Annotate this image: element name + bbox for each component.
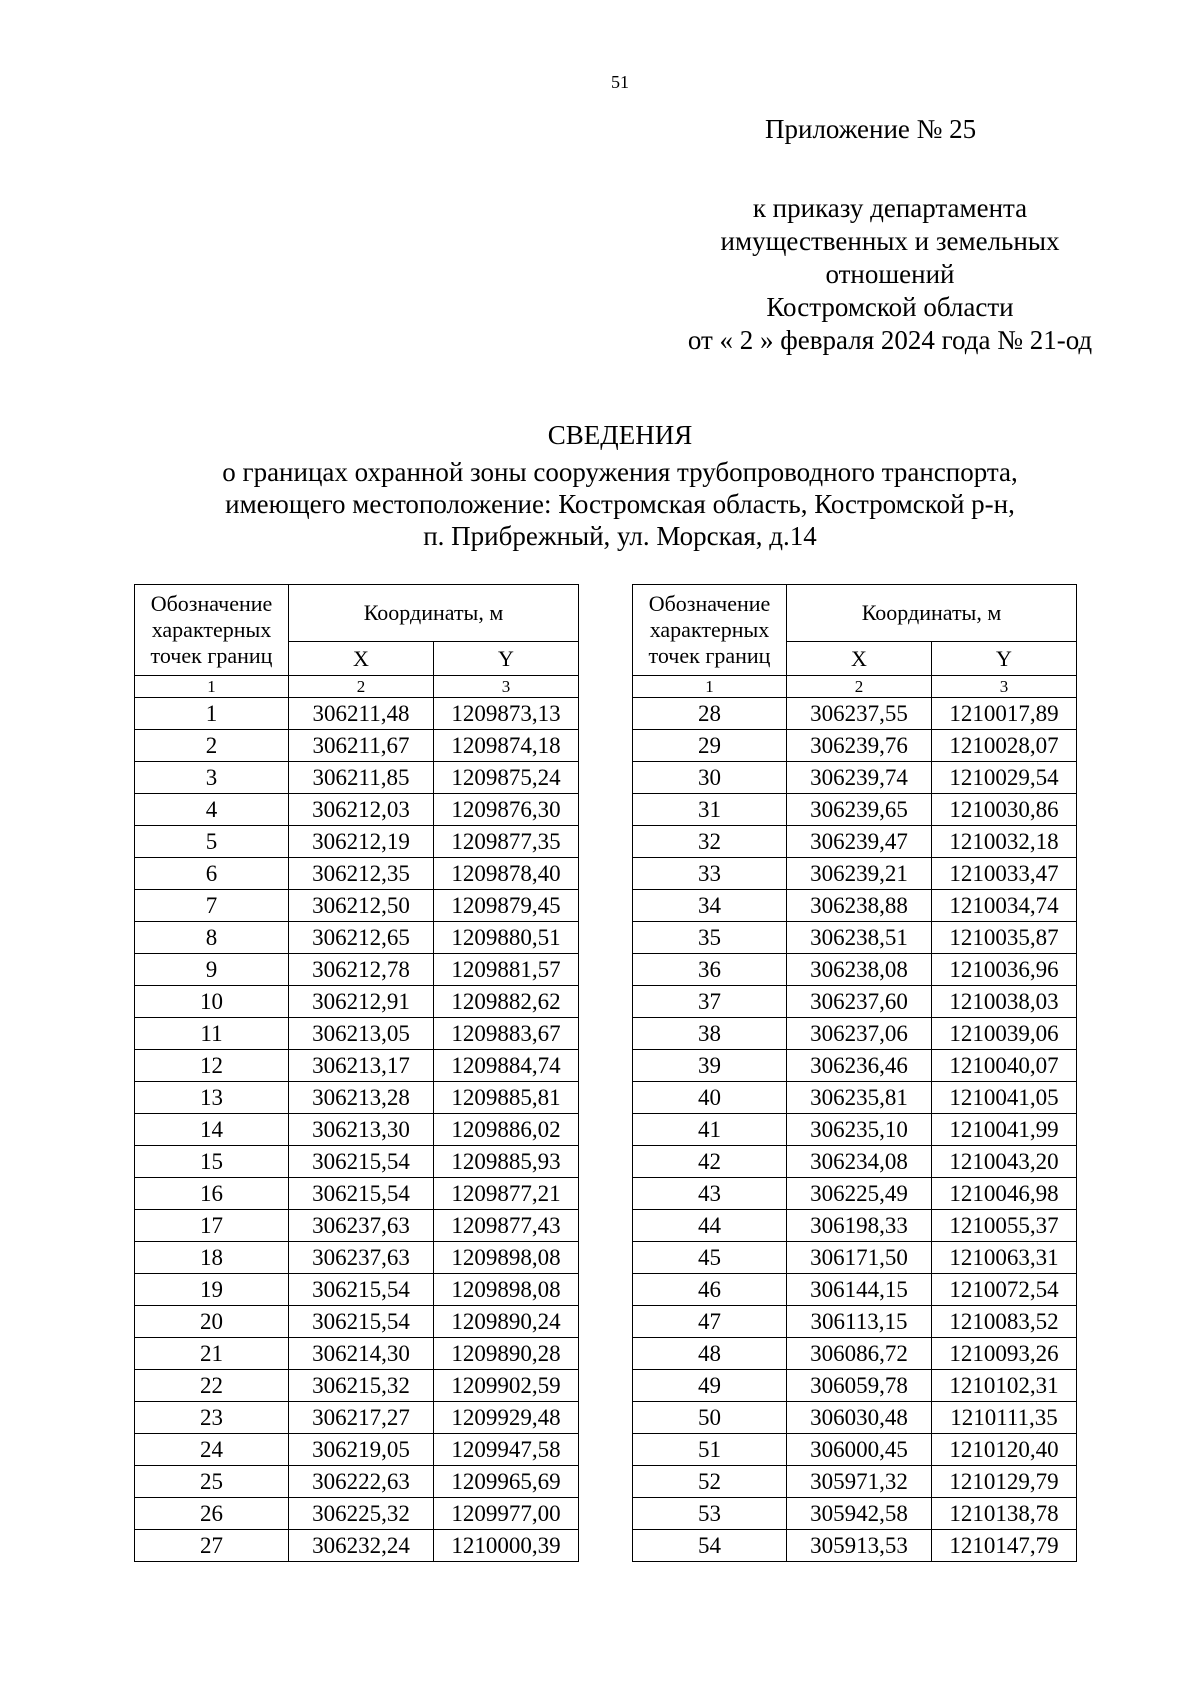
table-row — [633, 1050, 1077, 1082]
table-body-left — [135, 698, 579, 1562]
y-coordinate-cell: 1209885,81 — [434, 1082, 579, 1114]
x-coordinate-cell: 306239,74 — [787, 762, 932, 794]
y-coordinate-cell: 1209929,48 — [434, 1402, 579, 1434]
x-coordinate-cell: 306235,81 — [787, 1082, 932, 1114]
point-number-cell: 13 — [135, 1082, 289, 1114]
y-coordinate-cell: 1210063,31 — [932, 1242, 1077, 1274]
table-row — [135, 826, 579, 858]
point-number-cell: 2 — [135, 730, 289, 762]
y-coordinate-cell: 1210029,54 — [932, 762, 1077, 794]
order-line: к приказу департамента — [752, 193, 1028, 223]
x-coordinate-cell: 306215,54 — [289, 1146, 434, 1178]
table-row — [135, 1402, 579, 1434]
table-row — [633, 986, 1077, 1018]
header-x: X — [289, 641, 434, 675]
point-number-cell: 26 — [135, 1498, 289, 1530]
order-line: от « 2 » февраля 2024 года № 21-од — [687, 325, 1093, 355]
x-coordinate-cell: 306212,91 — [289, 986, 434, 1018]
y-coordinate-cell: 1210046,98 — [932, 1178, 1077, 1210]
table-row — [633, 890, 1077, 922]
order-line: имущественных и земельных — [720, 226, 1060, 256]
table-row — [633, 1338, 1077, 1370]
table-row — [633, 1306, 1077, 1338]
table-row — [135, 890, 579, 922]
y-coordinate-cell: 1210072,54 — [932, 1274, 1077, 1306]
y-coordinate-cell: 1209883,67 — [434, 1018, 579, 1050]
y-coordinate-cell: 1209890,24 — [434, 1306, 579, 1338]
y-coordinate-cell: 1210032,18 — [932, 826, 1077, 858]
table-row — [135, 1114, 579, 1146]
x-coordinate-cell: 306237,63 — [289, 1242, 434, 1274]
point-number-cell: 1 — [135, 698, 289, 730]
y-coordinate-cell: 1210138,78 — [932, 1498, 1077, 1530]
x-coordinate-cell: 306237,06 — [787, 1018, 932, 1050]
point-number-cell: 47 — [633, 1306, 787, 1338]
table-row — [135, 1498, 579, 1530]
point-number-cell: 43 — [633, 1178, 787, 1210]
point-number-cell: 23 — [135, 1402, 289, 1434]
table-row — [633, 1146, 1077, 1178]
table-body-right — [633, 698, 1077, 1562]
table-row — [135, 1178, 579, 1210]
point-number-cell: 48 — [633, 1338, 787, 1370]
point-number-cell: 5 — [135, 826, 289, 858]
x-coordinate-cell: 306212,65 — [289, 922, 434, 954]
table-row — [135, 1530, 579, 1562]
x-coordinate-cell: 306113,15 — [787, 1306, 932, 1338]
table-row — [633, 954, 1077, 986]
x-coordinate-cell: 306236,46 — [787, 1050, 932, 1082]
table-row — [135, 1050, 579, 1082]
point-number-cell: 24 — [135, 1434, 289, 1466]
y-coordinate-cell: 1209874,18 — [434, 730, 579, 762]
y-coordinate-cell: 1210083,52 — [932, 1306, 1077, 1338]
x-coordinate-cell: 306212,50 — [289, 890, 434, 922]
y-coordinate-cell: 1209879,45 — [434, 890, 579, 922]
y-coordinate-cell: 1210055,37 — [932, 1210, 1077, 1242]
point-number-cell: 32 — [633, 826, 787, 858]
table-row — [633, 762, 1077, 794]
y-coordinate-cell: 1209898,08 — [434, 1242, 579, 1274]
y-coordinate-cell: 1209886,02 — [434, 1114, 579, 1146]
point-number-cell: 38 — [633, 1018, 787, 1050]
x-coordinate-cell: 306171,50 — [787, 1242, 932, 1274]
y-coordinate-cell: 1209884,74 — [434, 1050, 579, 1082]
table-row — [135, 1370, 579, 1402]
x-coordinate-cell: 306225,32 — [289, 1498, 434, 1530]
document-subtitle — [0, 456, 1200, 552]
point-number-cell: 28 — [633, 698, 787, 730]
point-number-cell: 36 — [633, 954, 787, 986]
point-number-cell: 40 — [633, 1082, 787, 1114]
table-row — [633, 1018, 1077, 1050]
point-number-cell: 44 — [633, 1210, 787, 1242]
y-coordinate-cell: 1209947,58 — [434, 1434, 579, 1466]
y-coordinate-cell: 1210033,47 — [932, 858, 1077, 890]
point-number-cell: 52 — [633, 1466, 787, 1498]
x-coordinate-cell: 306212,03 — [289, 794, 434, 826]
point-number-cell: 37 — [633, 986, 787, 1018]
table-row — [633, 922, 1077, 954]
x-coordinate-cell: 306239,47 — [787, 826, 932, 858]
x-coordinate-cell: 306211,85 — [289, 762, 434, 794]
y-coordinate-cell: 1209878,40 — [434, 858, 579, 890]
y-coordinate-cell: 1209885,93 — [434, 1146, 579, 1178]
table-row — [633, 730, 1077, 762]
point-number-cell: 30 — [633, 762, 787, 794]
point-number-cell: 21 — [135, 1338, 289, 1370]
y-coordinate-cell: 1210041,05 — [932, 1082, 1077, 1114]
point-number-cell: 29 — [633, 730, 787, 762]
y-coordinate-cell: 1210129,79 — [932, 1466, 1077, 1498]
table-row — [135, 1018, 579, 1050]
point-number-cell: 20 — [135, 1306, 289, 1338]
y-coordinate-cell: 1209902,59 — [434, 1370, 579, 1402]
point-number-cell: 31 — [633, 794, 787, 826]
order-line: отношений — [825, 259, 955, 289]
table-row — [135, 1082, 579, 1114]
table-row — [135, 954, 579, 986]
table-row — [633, 1498, 1077, 1530]
x-coordinate-cell: 306239,65 — [787, 794, 932, 826]
point-number-cell: 53 — [633, 1498, 787, 1530]
header-col-num: 2 — [289, 676, 434, 698]
table-row — [633, 698, 1077, 730]
subtitle-line: п. Прибрежный, ул. Морская, д.14 — [423, 521, 817, 551]
table-row — [633, 1466, 1077, 1498]
point-number-cell: 35 — [633, 922, 787, 954]
x-coordinate-cell: 306215,54 — [289, 1274, 434, 1306]
header-coordinates: Координаты, м — [787, 585, 1077, 642]
table-row — [135, 1210, 579, 1242]
x-coordinate-cell: 306225,49 — [787, 1178, 932, 1210]
point-number-cell: 34 — [633, 890, 787, 922]
table-row — [135, 858, 579, 890]
document-title: СВЕДЕНИЯ — [547, 420, 693, 450]
table-row — [135, 1466, 579, 1498]
page-number: 51 — [611, 72, 629, 92]
point-number-cell: 54 — [633, 1530, 787, 1562]
x-coordinate-cell: 306237,60 — [787, 986, 932, 1018]
y-coordinate-cell: 1210035,87 — [932, 922, 1077, 954]
x-coordinate-cell: 306213,28 — [289, 1082, 434, 1114]
header-x: X — [787, 641, 932, 675]
y-coordinate-cell: 1210000,39 — [434, 1530, 579, 1562]
header-col-num: 3 — [434, 676, 579, 698]
point-number-cell: 49 — [633, 1370, 787, 1402]
point-number-cell: 16 — [135, 1178, 289, 1210]
y-coordinate-cell: 1209965,69 — [434, 1466, 579, 1498]
point-number-cell: 45 — [633, 1242, 787, 1274]
table-row — [633, 1178, 1077, 1210]
x-coordinate-cell: 306198,33 — [787, 1210, 932, 1242]
point-number-cell: 27 — [135, 1530, 289, 1562]
x-coordinate-cell: 306030,48 — [787, 1402, 932, 1434]
point-number-cell: 17 — [135, 1210, 289, 1242]
table-row — [633, 826, 1077, 858]
point-number-cell: 41 — [633, 1114, 787, 1146]
table-row — [135, 762, 579, 794]
point-number-cell: 42 — [633, 1146, 787, 1178]
point-number-cell: 14 — [135, 1114, 289, 1146]
y-coordinate-cell: 1210147,79 — [932, 1530, 1077, 1562]
x-coordinate-cell: 306237,63 — [289, 1210, 434, 1242]
subtitle-line: о границах охранной зоны сооружения трубопроводного транспорта, — [222, 457, 1018, 487]
y-coordinate-cell: 1210030,86 — [932, 794, 1077, 826]
header-y: Y — [932, 641, 1077, 675]
point-number-cell: 51 — [633, 1434, 787, 1466]
coordinates-table-left — [134, 584, 579, 1562]
y-coordinate-cell: 1210036,96 — [932, 954, 1077, 986]
x-coordinate-cell: 306239,21 — [787, 858, 932, 890]
y-coordinate-cell: 1209898,08 — [434, 1274, 579, 1306]
y-coordinate-cell: 1210039,06 — [932, 1018, 1077, 1050]
x-coordinate-cell: 306212,19 — [289, 826, 434, 858]
y-coordinate-cell: 1209877,43 — [434, 1210, 579, 1242]
header-col-num: 1 — [633, 676, 787, 698]
point-number-cell: 15 — [135, 1146, 289, 1178]
y-coordinate-cell: 1210038,03 — [932, 986, 1077, 1018]
y-coordinate-cell: 1210111,35 — [932, 1402, 1077, 1434]
point-number-cell: 25 — [135, 1466, 289, 1498]
table-row — [633, 1434, 1077, 1466]
table-row — [633, 1274, 1077, 1306]
header-coordinates: Координаты, м — [289, 585, 579, 642]
header-point-label: Обозначение характерных точек границ — [633, 585, 787, 676]
point-number-cell: 50 — [633, 1402, 787, 1434]
x-coordinate-cell: 306211,48 — [289, 698, 434, 730]
x-coordinate-cell: 306144,15 — [787, 1274, 932, 1306]
table-row — [135, 1146, 579, 1178]
point-number-cell: 33 — [633, 858, 787, 890]
table-row — [135, 922, 579, 954]
x-coordinate-cell: 306232,24 — [289, 1530, 434, 1562]
point-number-cell: 10 — [135, 986, 289, 1018]
y-coordinate-cell: 1209877,35 — [434, 826, 579, 858]
x-coordinate-cell: 306239,76 — [787, 730, 932, 762]
point-number-cell: 7 — [135, 890, 289, 922]
y-coordinate-cell: 1209875,24 — [434, 762, 579, 794]
x-coordinate-cell: 306215,54 — [289, 1306, 434, 1338]
point-number-cell: 46 — [633, 1274, 787, 1306]
x-coordinate-cell: 306214,30 — [289, 1338, 434, 1370]
x-coordinate-cell: 306238,51 — [787, 922, 932, 954]
point-number-cell: 3 — [135, 762, 289, 794]
coordinates-table-right — [632, 584, 1077, 1562]
order-reference — [620, 192, 1160, 357]
table-row — [135, 698, 579, 730]
point-number-cell: 18 — [135, 1242, 289, 1274]
x-coordinate-cell: 306213,05 — [289, 1018, 434, 1050]
x-coordinate-cell: 306211,67 — [289, 730, 434, 762]
y-coordinate-cell: 1209876,30 — [434, 794, 579, 826]
point-number-cell: 22 — [135, 1370, 289, 1402]
y-coordinate-cell: 1210120,40 — [932, 1434, 1077, 1466]
point-number-cell: 12 — [135, 1050, 289, 1082]
header-col-num: 2 — [787, 676, 932, 698]
point-number-cell: 9 — [135, 954, 289, 986]
x-coordinate-cell: 306000,45 — [787, 1434, 932, 1466]
point-number-cell: 11 — [135, 1018, 289, 1050]
y-coordinate-cell: 1210028,07 — [932, 730, 1077, 762]
x-coordinate-cell: 306217,27 — [289, 1402, 434, 1434]
x-coordinate-cell: 306215,32 — [289, 1370, 434, 1402]
y-coordinate-cell: 1210040,07 — [932, 1050, 1077, 1082]
y-coordinate-cell: 1210093,26 — [932, 1338, 1077, 1370]
subtitle-line: имеющего местоположение: Костромская область, Костромской р-н, — [225, 489, 1015, 519]
x-coordinate-cell: 306238,08 — [787, 954, 932, 986]
table-row — [633, 1402, 1077, 1434]
table-row — [633, 1114, 1077, 1146]
y-coordinate-cell: 1209880,51 — [434, 922, 579, 954]
table-row — [633, 794, 1077, 826]
table-row — [135, 986, 579, 1018]
x-coordinate-cell: 305971,32 — [787, 1466, 932, 1498]
x-coordinate-cell: 306215,54 — [289, 1178, 434, 1210]
table-row — [135, 794, 579, 826]
y-coordinate-cell: 1210041,99 — [932, 1114, 1077, 1146]
y-coordinate-cell: 1209881,57 — [434, 954, 579, 986]
table-row — [633, 1530, 1077, 1562]
header-col-num: 3 — [932, 676, 1077, 698]
table-row — [135, 1338, 579, 1370]
y-coordinate-cell: 1210102,31 — [932, 1370, 1077, 1402]
y-coordinate-cell: 1210043,20 — [932, 1146, 1077, 1178]
x-coordinate-cell: 305913,53 — [787, 1530, 932, 1562]
y-coordinate-cell: 1209873,13 — [434, 698, 579, 730]
x-coordinate-cell: 306212,78 — [289, 954, 434, 986]
point-number-cell: 4 — [135, 794, 289, 826]
x-coordinate-cell: 306237,55 — [787, 698, 932, 730]
table-row — [633, 1082, 1077, 1114]
table-row — [633, 1370, 1077, 1402]
table-row — [135, 1434, 579, 1466]
point-number-cell: 8 — [135, 922, 289, 954]
appendix-title: Приложение № 25 — [765, 114, 977, 144]
x-coordinate-cell: 306238,88 — [787, 890, 932, 922]
x-coordinate-cell: 306219,05 — [289, 1434, 434, 1466]
y-coordinate-cell: 1209877,21 — [434, 1178, 579, 1210]
x-coordinate-cell: 306059,78 — [787, 1370, 932, 1402]
x-coordinate-cell: 306212,35 — [289, 858, 434, 890]
header-y: Y — [434, 641, 579, 675]
y-coordinate-cell: 1210017,89 — [932, 698, 1077, 730]
table-row — [633, 1242, 1077, 1274]
point-number-cell: 39 — [633, 1050, 787, 1082]
table-row — [135, 1242, 579, 1274]
table-row — [135, 1274, 579, 1306]
table-row — [135, 730, 579, 762]
header-col-num: 1 — [135, 676, 289, 698]
x-coordinate-cell: 306222,63 — [289, 1466, 434, 1498]
table-row — [633, 858, 1077, 890]
point-number-cell: 6 — [135, 858, 289, 890]
y-coordinate-cell: 1209890,28 — [434, 1338, 579, 1370]
table-row — [135, 1306, 579, 1338]
table-row — [633, 1210, 1077, 1242]
order-line: Костромской области — [766, 292, 1014, 322]
x-coordinate-cell: 306213,17 — [289, 1050, 434, 1082]
x-coordinate-cell: 306235,10 — [787, 1114, 932, 1146]
x-coordinate-cell: 306213,30 — [289, 1114, 434, 1146]
y-coordinate-cell: 1209977,00 — [434, 1498, 579, 1530]
x-coordinate-cell: 306234,08 — [787, 1146, 932, 1178]
y-coordinate-cell: 1209882,62 — [434, 986, 579, 1018]
y-coordinate-cell: 1210034,74 — [932, 890, 1077, 922]
x-coordinate-cell: 305942,58 — [787, 1498, 932, 1530]
header-point-label: Обозначение характерных точек границ — [135, 585, 289, 676]
x-coordinate-cell: 306086,72 — [787, 1338, 932, 1370]
point-number-cell: 19 — [135, 1274, 289, 1306]
